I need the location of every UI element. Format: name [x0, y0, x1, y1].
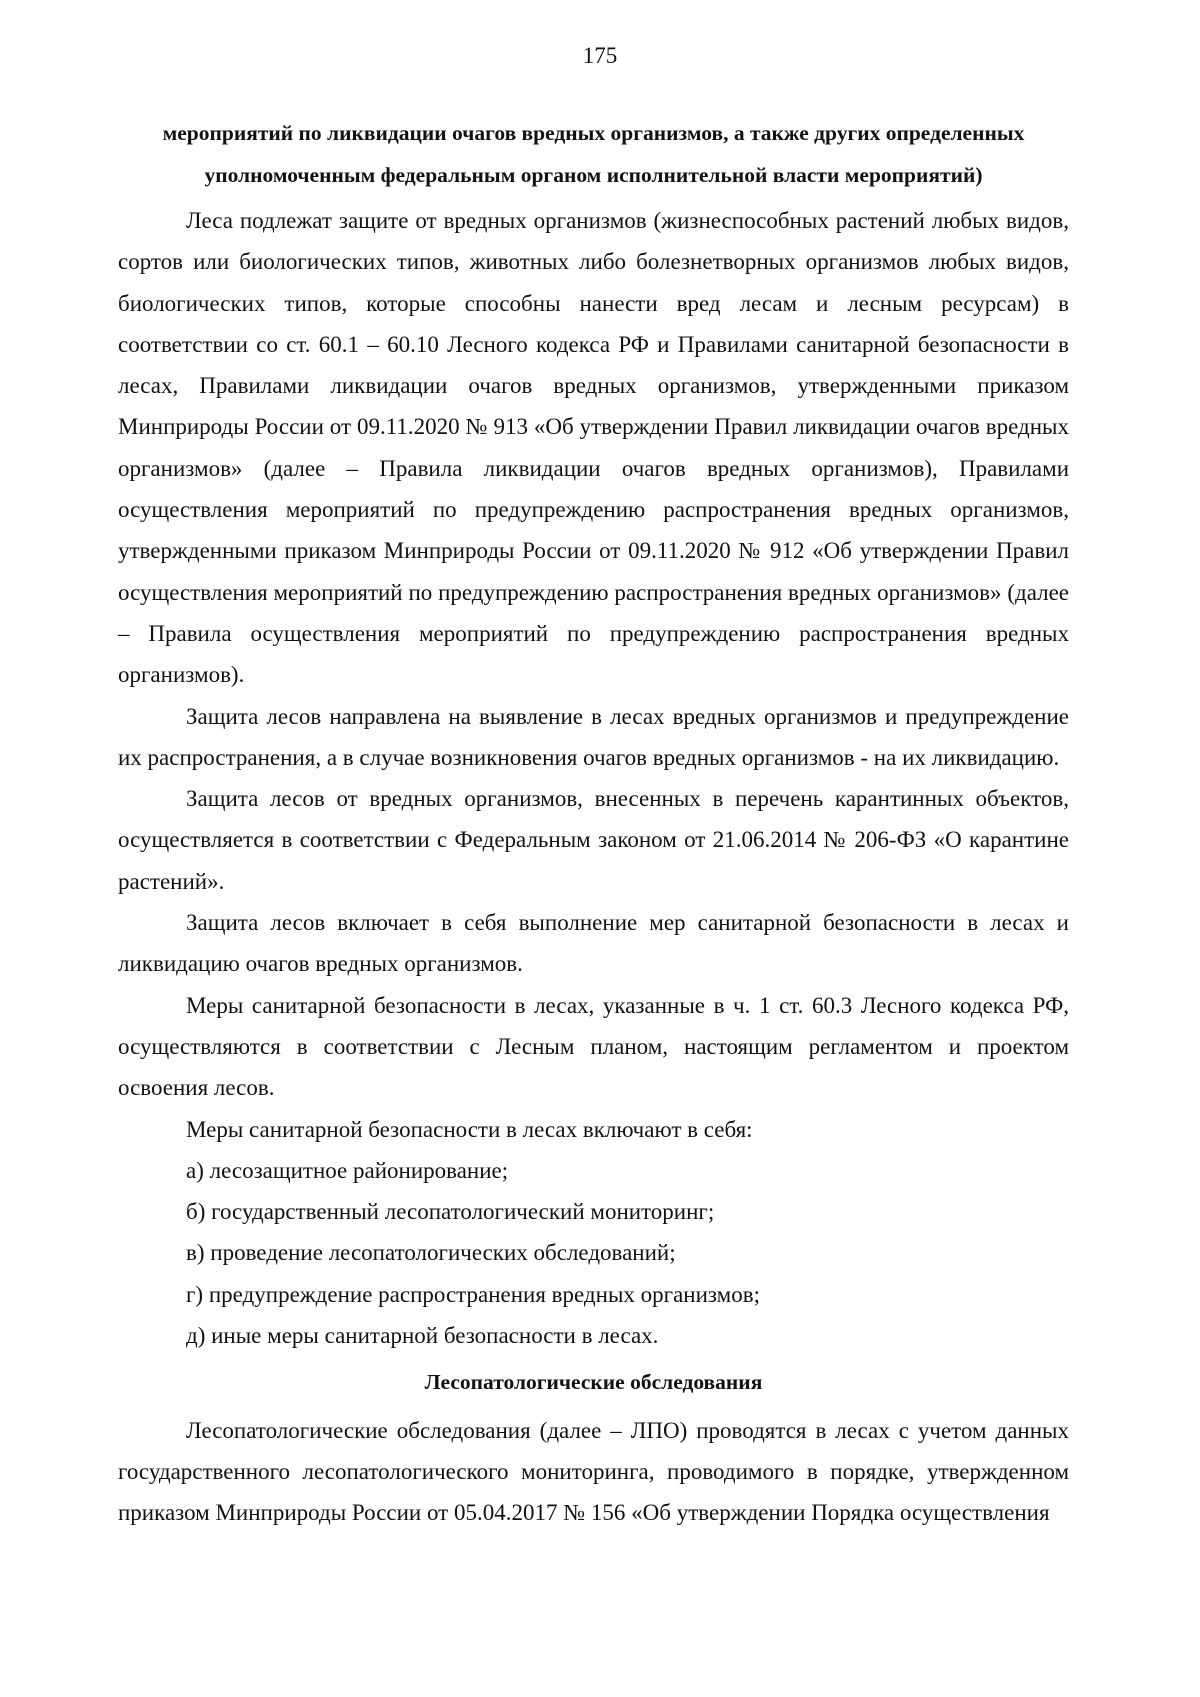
paragraph-quarantine-objects: Защита лесов от вредных организмов, внесенных в перечень карантинных объектов, осуществляется в соответствии с Федеральным законом от 21.06.2014 № 206-ФЗ «О карантине растений».	[118, 786, 1069, 894]
list-item: а) лесозащитное районирование;	[186, 1157, 509, 1183]
page-number: 175	[582, 43, 618, 68]
paragraph-forest-protection-basis: Леса подлежат защите от вредных организмов (жизнеспособных растений любых видов, сортов или биологических типов, животных либо болезнетворных организмов любых видов, биологических типов, которые способны нанести вред лесам и лесным ресурсам) в соответствии со ст. 60.1 – 60.10 Лесного кодекса РФ и Правилами санитарной безопасности в лесах, Правилами ликвидации очагов вредных организмов, утвержденными приказом Минприроды России от 09.11.2020 № 913 «Об утверждении Правил ликвидации очагов вредных организмов» (далее – Правила ликвидации очагов вредных организмов), Правилами осуществления мероприятий по предупреждению распространения вредных организмов, утвержденными приказом Минприроды России от 09.11.2020 № 912 «Об утверждении Правил осуществления мероприятий по предупреждению распространения вредных организмов» (далее – Правила осуществления мероприятий по предупреждению распространения вредных организмов).	[118, 208, 1069, 688]
list-item: б) государственный лесопатологический мониторинг;	[186, 1199, 715, 1225]
paragraph-measures-list-intro: Меры санитарной безопасности в лесах включают в себя:	[186, 1116, 753, 1142]
paragraph-protection-includes: Защита лесов включает в себя выполнение мер санитарной безопасности в лесах и ликвидацию очагов вредных организмов.	[118, 910, 1069, 977]
paragraph-surveys: Лесопатологические обследования (далее – ЛПО) проводятся в лесах с учетом данных государственного лесопатологического мониторинга, проводимого в порядке, утвержденном приказом Минприроды России от 05.04.2017 № 156 «Об утверждении Порядка осуществления	[118, 1417, 1069, 1526]
list-item: г) предупреждение распространения вредных организмов;	[186, 1281, 760, 1307]
paragraph-protection-purpose: Защита лесов направлена на выявление в лесах вредных организмов и предупреждение их распространения, а в случае возникновения очагов вредных организмов - на их ликвидацию.	[118, 703, 1069, 770]
continued-heading: мероприятий по ликвидации очагов вредных организмов, а также других определенных уполномоченным федеральным органом исполнительной власти мероприятий)	[162, 121, 1025, 187]
section-heading: Лесопатологические обследования	[424, 1370, 763, 1395]
paragraph-sanitary-measures: Меры санитарной безопасности в лесах, указанные в ч. 1 ст. 60.3 Лесного кодекса РФ, осуществляются в соответствии с Лесным планом, настоящим регламентом и проектом освоения лесов.	[118, 992, 1069, 1101]
page-content	[118, 113, 1069, 1534]
list-item: д) иные меры санитарной безопасности в лесах.	[186, 1323, 659, 1349]
list-item: в) проведение лесопатологических обследований;	[186, 1240, 676, 1266]
